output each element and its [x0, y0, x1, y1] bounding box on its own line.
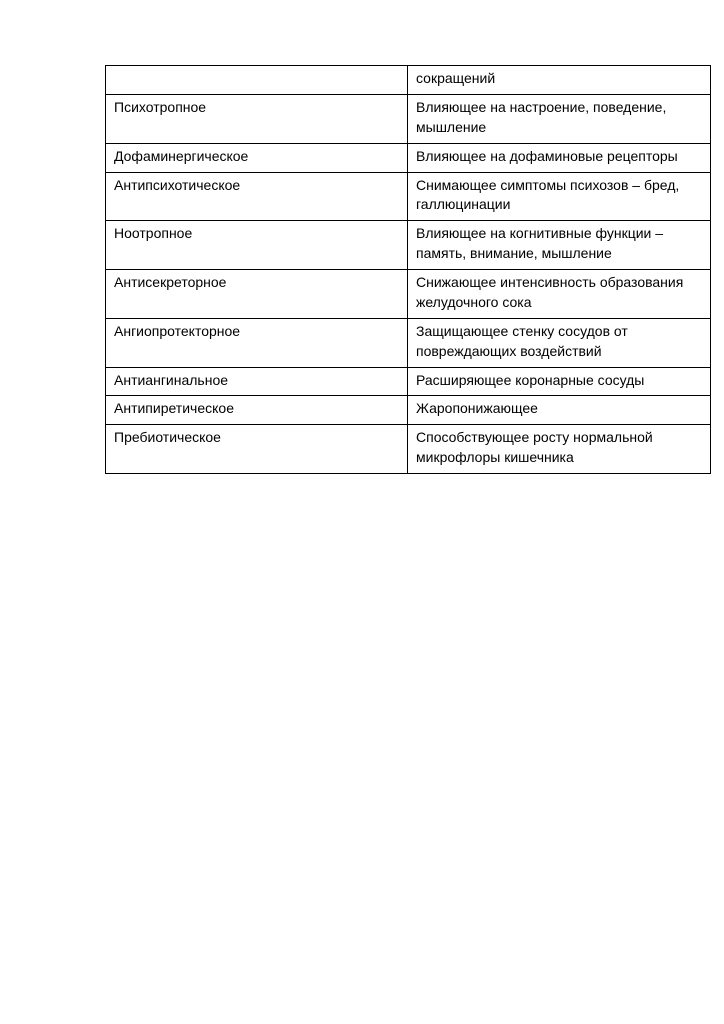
- term-cell: Пребиотическое: [106, 425, 408, 474]
- table-row: [106, 143, 711, 172]
- term-cell: Психотропное: [106, 94, 408, 143]
- definitions-table: [105, 65, 711, 474]
- definition-cell: Защищающее стенку сосудов от повреждающих воздействий: [408, 318, 711, 367]
- definition-cell: Жаропонижающее: [408, 396, 711, 425]
- definition-cell: Расширяющее коронарные сосуды: [408, 367, 711, 396]
- definition-cell: Снимающее симптомы психозов – бред, галлюцинации: [408, 172, 711, 221]
- definition-cell: Влияющее на когнитивные функции – память, внимание, мышление: [408, 221, 711, 270]
- table-row: [106, 270, 711, 319]
- definition-cell: Способствующее росту нормальной микрофлоры кишечника: [408, 425, 711, 474]
- table-row: [106, 172, 711, 221]
- definition-cell: Влияющее на дофаминовые рецепторы: [408, 143, 711, 172]
- table-row: [106, 94, 711, 143]
- term-cell: Ноотропное: [106, 221, 408, 270]
- term-cell: Антипсихотическое: [106, 172, 408, 221]
- term-cell: Антисекреторное: [106, 270, 408, 319]
- definition-cell: сокращений: [408, 66, 711, 95]
- table-row: [106, 396, 711, 425]
- table-row: [106, 221, 711, 270]
- definition-cell: Снижающее интенсивность образования желудочного сока: [408, 270, 711, 319]
- term-cell: Дофаминергическое: [106, 143, 408, 172]
- term-cell: Антиангинальное: [106, 367, 408, 396]
- table-row: [106, 367, 711, 396]
- table-row: [106, 66, 711, 95]
- table-row: [106, 318, 711, 367]
- definition-cell: Влияющее на настроение, поведение, мышление: [408, 94, 711, 143]
- table-row: [106, 425, 711, 474]
- term-cell: [106, 66, 408, 95]
- term-cell: Антипиретическое: [106, 396, 408, 425]
- term-cell: Ангиопротекторное: [106, 318, 408, 367]
